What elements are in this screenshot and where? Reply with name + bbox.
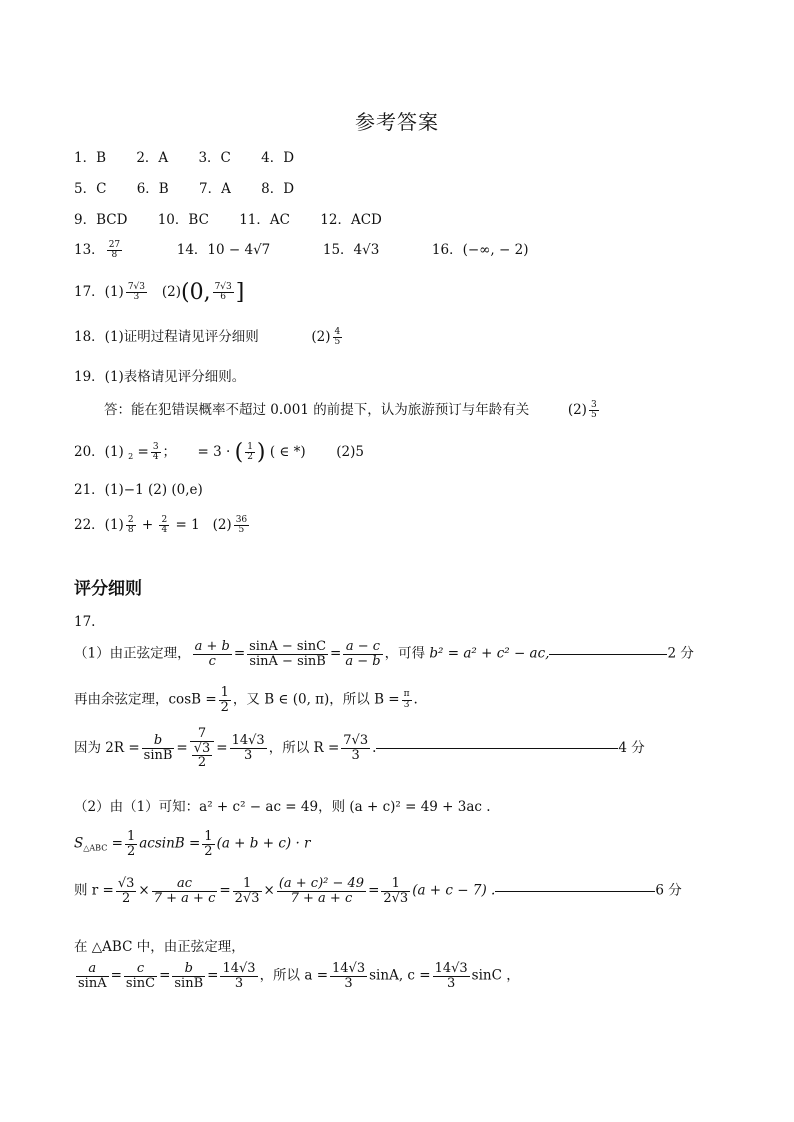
scoring-line-2: 再由余弦定理，cosB = $\frac{1}{2}$ ，又 B ∈ (0, π)，所以 B = $\frac{\pi}{3}$ . xyxy=(74,685,418,715)
scoring-line-1: （1）由正弦定理， $\frac{a + b}{c}$ = $\frac{\sin A - \sin C}{\sin A - \sin B}$ = $\frac{a - c}{a - b}$ ，可得 b² = a² + c² − ac, 2 分 xyxy=(74,639,694,669)
answer-22-fraction: $\frac{36}{5}$ xyxy=(235,514,248,535)
page-title: 参考答案 xyxy=(355,110,439,134)
answer-1: 1．B xyxy=(74,150,107,166)
scoring-line-5: $S_{\triangle ABC}$ = $\frac{1}{2}$ acsinB = $\frac{1}{2}$ (a + b + c) · r xyxy=(74,829,311,859)
answer-21: 21．(1)−1 (2) (0,e) xyxy=(74,482,203,498)
answer-4: 4．D xyxy=(261,150,295,166)
score-dash xyxy=(549,654,667,655)
answer-16: 16．(−∞, − 2) xyxy=(431,242,529,258)
answer-18: 18．(1)证明过程请见评分细则 (2) $\frac{4}{5}$ xyxy=(74,326,341,347)
score-dash xyxy=(376,748,618,749)
fraction-pi-over-3: $\frac{\pi}{3}$ xyxy=(403,689,410,710)
fraction-14root3-over-3: $\frac{14√3}{3}$ xyxy=(332,961,366,991)
answer-22-term-1: $\frac{2}{8}$ xyxy=(127,514,134,535)
answer-2: 2．A xyxy=(136,150,169,166)
score-dash xyxy=(495,891,655,892)
fraction-14root3-over-3: $\frac{14√3}{3}$ xyxy=(434,961,468,991)
answer-17-part1-fraction: $\frac{7√3}{3}$ xyxy=(127,281,145,302)
scoring-line-4: （2）由（1）可知：a² + c² − ac = 49，则 (a + c)² = 49 + 3ac . xyxy=(74,799,491,815)
scoring-question-label: 17. xyxy=(74,614,96,630)
fraction-a-over-sina: $\frac{a}{\sin A}$ xyxy=(78,961,107,991)
answer-19-fraction: $\frac{3}{5}$ xyxy=(590,399,597,420)
fraction-7root3-over-3: $\frac{7√3}{3}$ xyxy=(343,733,369,763)
fraction-b-over-sinb: $\frac{b}{\sin B}$ xyxy=(174,961,204,991)
answer-19-conclusion: 答：能在犯错误概率不超过 0.001 的前提下，认为旅游预订与年龄有关 (2) $\frac{3}{5}$ xyxy=(104,399,597,420)
answer-17: 17．(1) $\frac{7√3}{3}$ (2)(0, $\frac{7√3}{6}$ ] xyxy=(74,280,245,305)
score-marker: 2 分 xyxy=(667,645,694,662)
fraction-one-half: $\frac{1}{2}$ xyxy=(220,685,229,715)
answer-13-fraction: $\frac{27}{8}$ xyxy=(108,239,121,260)
fraction-one-half: $\frac{1}{2}$ xyxy=(204,829,213,859)
answer-5: 5．C xyxy=(74,181,107,197)
fraction-1-over-2root3: $\frac{1}{2√3}$ xyxy=(234,876,260,906)
score-marker: 4 分 xyxy=(618,739,645,756)
answers-row-13-16 xyxy=(74,238,528,260)
answer-19: 19．(1)表格请见评分细则。 xyxy=(74,369,246,385)
answer-11: 11．AC xyxy=(239,212,290,228)
answer-10: 10．BC xyxy=(157,212,209,228)
fraction-root3-over-2: $\frac{√3}{2}$ xyxy=(117,876,135,906)
fraction-14root3-over-3: $\frac{14√3}{3}$ xyxy=(231,733,265,763)
answer-3: 3．C xyxy=(198,150,231,166)
answer-13-label: 13． xyxy=(74,242,105,258)
answers-row-3 xyxy=(74,208,382,228)
answer-20: 20．(1) $_2$ = $\frac{3}{4}$ ； = 3 · ( $\frac{1}{2}$ ) ( ∈ *) (2)5 xyxy=(74,440,364,465)
answer-14: 14．10 − 4√7 xyxy=(176,242,271,258)
scoring-line-3: 因为 2R = $\frac{b}{\sin B}$ = $\frac{7}{\frac{√3}{2}}$ = $\frac{14√3}{3}$ ，所以 R = $\frac{7√3}{3}$ . 4 分 xyxy=(74,726,645,771)
answer-17-part2-fraction: $\frac{7√3}{6}$ xyxy=(214,281,232,302)
fraction-a-minus-c-over-a-minus-b: $\frac{a - c}{a - b}$ xyxy=(345,639,381,669)
answer-18-fraction: $\frac{4}{5}$ xyxy=(334,326,341,347)
answers-row-2 xyxy=(74,177,294,197)
fraction-1-over-2root3: $\frac{1}{2√3}$ xyxy=(383,876,409,906)
fraction-14root3-over-3: $\frac{14√3}{3}$ xyxy=(222,961,256,991)
score-marker: 6 分 xyxy=(655,882,682,899)
answer-15: 15．4√3 xyxy=(322,242,380,258)
answer-22-term-2: $\frac{2}{4}$ xyxy=(161,514,168,535)
answer-20-fraction-2: $\frac{1}{2}$ xyxy=(247,441,253,462)
answer-22: 22．(1) $\frac{2}{8}$ + $\frac{2}{4}$ = 1 (2) $\frac{36}{5}$ xyxy=(74,514,248,535)
fraction-ac-over-sum: $\frac{ac}{7 + a + c}$ xyxy=(153,876,216,906)
answer-7: 7．A xyxy=(199,181,231,197)
scoring-heading: 评分细则 xyxy=(74,579,142,599)
answer-6: 6．B xyxy=(136,181,169,197)
answers-row-1 xyxy=(74,146,294,166)
fraction-c-over-sinc: $\frac{c}{\sin C}$ xyxy=(125,961,156,991)
fraction-a-plus-b-over-c: $\frac{a + b}{c}$ xyxy=(194,639,230,669)
answer-20-fraction-1: $\frac{3}{4}$ xyxy=(152,441,159,462)
answer-12: 12．ACD xyxy=(320,212,382,228)
scoring-line-7: 在 △ABC 中，由正弦定理， xyxy=(74,939,245,955)
fraction-7-over-root3-half: $\frac{7}{\frac{√3}{2}}$ xyxy=(190,727,215,770)
answer-9: 9．BCD xyxy=(74,212,128,228)
scoring-line-8: $\frac{a}{\sin A}$ = $\frac{c}{\sin C}$ = $\frac{b}{\sin B}$ = $\frac{14√3}{3}$ ，所以 a = $\frac{14√3}{3}$ sinA, c = $\frac{14√3}{3}$ sinC ， xyxy=(78,961,520,991)
fraction-one-half: $\frac{1}{2}$ xyxy=(126,829,136,859)
scoring-line-6: 则 r = $\frac{√3}{2}$ × $\frac{ac}{7 + a + c}$ = $\frac{1}{2√3}$ × $\frac{\text{(a + c)² − 49}}{7 + a + c}$ = $\frac{1}{2√3}$ (a + c − 7) . 6 分 xyxy=(74,876,682,906)
fraction-b-over-sinb: $\frac{b}{\sin B}$ xyxy=(143,733,173,763)
fraction-sin-ratio: $\frac{\sin A - \sin C}{\sin A - \sin B}$ xyxy=(249,639,327,669)
answer-8: 8．D xyxy=(261,181,295,197)
fraction-square-minus-49: $\frac{\text{(a + c)² − 49}}{7 + a + c}$ xyxy=(278,876,365,906)
